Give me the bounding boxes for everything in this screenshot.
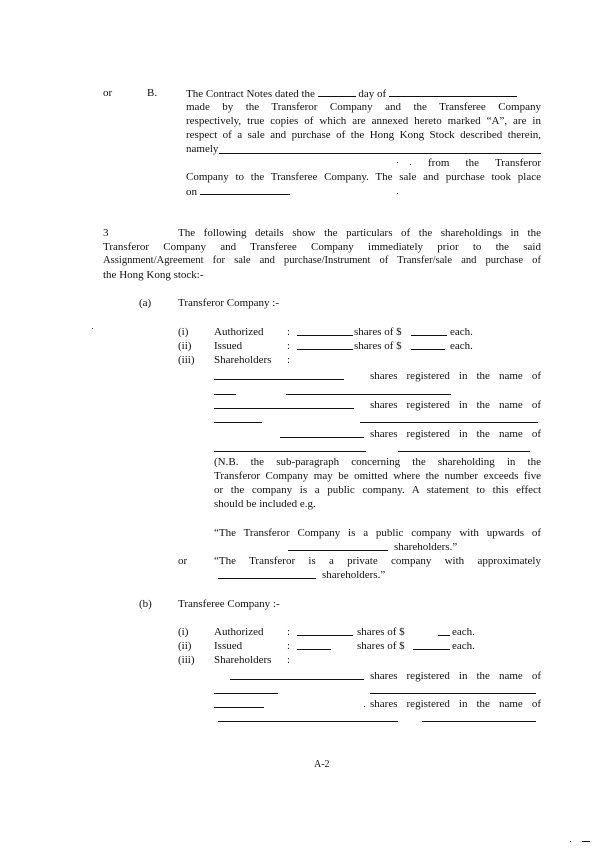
authorized-shares-blank[interactable]	[297, 335, 353, 336]
public-shareholders-blank[interactable]	[288, 550, 388, 551]
colon: :	[287, 340, 291, 352]
month-blank[interactable]	[389, 86, 517, 97]
section-3-line4: the Hong Kong stock:-	[103, 269, 204, 281]
shareholder-name-blank[interactable]	[370, 693, 536, 694]
registered-text: shares registered in the name of	[370, 370, 541, 382]
colon: :	[287, 626, 291, 638]
colon: :	[287, 640, 291, 652]
private-statement-line1: “The Transferor is a private company with approximately	[214, 555, 541, 567]
note-line3: or the company is a public company. A statement to this effect	[214, 484, 541, 496]
transferee-title: Transferee Company :-	[178, 598, 280, 610]
item-num: (ii)	[178, 340, 192, 352]
or-prefix: or	[103, 87, 113, 99]
authorized-shares-blank[interactable]	[297, 635, 353, 636]
shareholder-name-blank[interactable]	[214, 693, 278, 694]
issued-shares-blank[interactable]	[297, 349, 353, 350]
private-shareholders-blank[interactable]	[218, 578, 316, 579]
item-num: (i)	[178, 626, 189, 638]
note-line4: should be included e.g.	[214, 498, 316, 510]
issued-label: Issued	[214, 340, 243, 352]
shares-of-text: shares of $	[357, 640, 405, 652]
shareholder-shares-blank[interactable]	[214, 707, 264, 708]
authorized-value-blank[interactable]	[411, 335, 447, 336]
section-b-line8	[186, 184, 290, 199]
shareholder-shares-blank[interactable]	[214, 408, 354, 409]
issued-value-blank[interactable]	[413, 649, 450, 650]
private-statement-line2: shareholders.”	[322, 569, 386, 581]
shareholder-name-blank[interactable]	[360, 422, 538, 423]
section-3-line3: Assignment/Agreement for sale and purchase/Instrument of Transfer/sale and purchase of	[103, 255, 541, 266]
section-b-line4: respect of a sale and purchase of the Hong Kong Stock described therein,	[186, 129, 541, 141]
section-3-line2: Transferor Company and Transferee Company immediately prior to the said	[103, 241, 541, 253]
shareholder-name-blank[interactable]	[214, 451, 366, 452]
shares-of-text: shares of $	[357, 626, 405, 638]
date-blank[interactable]	[200, 184, 290, 195]
shareholder-name-blank[interactable]	[214, 422, 262, 423]
shares-of-text: shares of $	[354, 340, 402, 352]
shareholder-name-blank[interactable]	[218, 721, 398, 722]
section-b-line7: Company to the Transferee Company. The sale and purchase took place	[186, 171, 541, 183]
authorized-label: Authorized	[214, 626, 264, 638]
authorized-value-blank[interactable]	[438, 635, 450, 636]
section-b-line6: from the Transferor	[428, 157, 541, 169]
each-text: each.	[450, 340, 473, 352]
item-num: (iii)	[178, 654, 195, 666]
namely-blank[interactable]	[219, 153, 541, 154]
shareholder-shares-blank[interactable]	[230, 679, 364, 680]
transferor-title: Transferor Company :-	[178, 297, 280, 309]
section-b-line3: respectively, true copies of which are annexed hereto marked “A”, are in	[186, 115, 541, 127]
shareholder-shares-blank[interactable]	[280, 437, 364, 438]
shareholders-label: Shareholders	[214, 654, 272, 666]
note-line1: (N.B. the sub-paragraph concerning the shareholding in the	[214, 456, 541, 468]
section-b-line5	[186, 142, 218, 156]
registered-text: shares registered in the name of	[370, 670, 541, 682]
issued-value-blank[interactable]	[411, 349, 445, 350]
registered-text: shares registered in the name of	[370, 698, 541, 710]
shares-of-text: shares of $	[354, 326, 402, 338]
corner-mark	[582, 841, 590, 842]
registered-text: shares registered in the name of	[370, 399, 541, 411]
page-number: A-2	[314, 759, 330, 770]
day-blank[interactable]	[318, 86, 356, 97]
colon: :	[287, 354, 291, 366]
shareholder-name-blank[interactable]	[214, 394, 236, 395]
line-text: day of	[358, 88, 387, 100]
line-text: namely	[186, 143, 219, 155]
shareholder-name-blank[interactable]	[286, 394, 451, 395]
note-line2: Transferor Company may be omitted where the number exceeds five	[214, 470, 541, 482]
issued-label: Issued	[214, 640, 243, 652]
item-num: (ii)	[178, 640, 192, 652]
each-text: each.	[452, 626, 475, 638]
section-b-line1	[186, 86, 541, 101]
public-statement-line1: “The Transferor Company is a public company with upwards of	[214, 527, 541, 539]
issued-shares-blank[interactable]	[297, 649, 331, 650]
authorized-label: Authorized	[214, 326, 264, 338]
shareholders-label: Shareholders	[214, 354, 272, 366]
public-statement-line2: shareholders.”	[394, 541, 458, 553]
shareholder-name-blank[interactable]	[422, 721, 536, 722]
line-text: The Contract Notes dated the	[186, 88, 315, 100]
registered-text: shares registered in the name of	[370, 428, 541, 440]
item-num: (iii)	[178, 354, 195, 366]
colon: :	[287, 326, 291, 338]
colon: :	[287, 654, 291, 666]
section-b-label: B.	[147, 87, 158, 99]
each-text: each.	[452, 640, 475, 652]
line-text: on	[186, 186, 197, 198]
section-3-line1: The following details show the particulars of the shareholdings in the	[178, 227, 541, 239]
shareholder-name-blank[interactable]	[398, 451, 530, 452]
section-b-line2: made by the Transferor Company and the Transferee Company	[186, 101, 541, 113]
shareholder-shares-blank[interactable]	[214, 379, 344, 380]
each-text: each.	[450, 326, 473, 338]
section-3-number: 3	[103, 227, 109, 239]
transferee-label: (b)	[139, 598, 152, 610]
item-num: (i)	[178, 326, 189, 338]
or-label: or	[178, 555, 188, 567]
transferor-label: (a)	[139, 297, 152, 309]
